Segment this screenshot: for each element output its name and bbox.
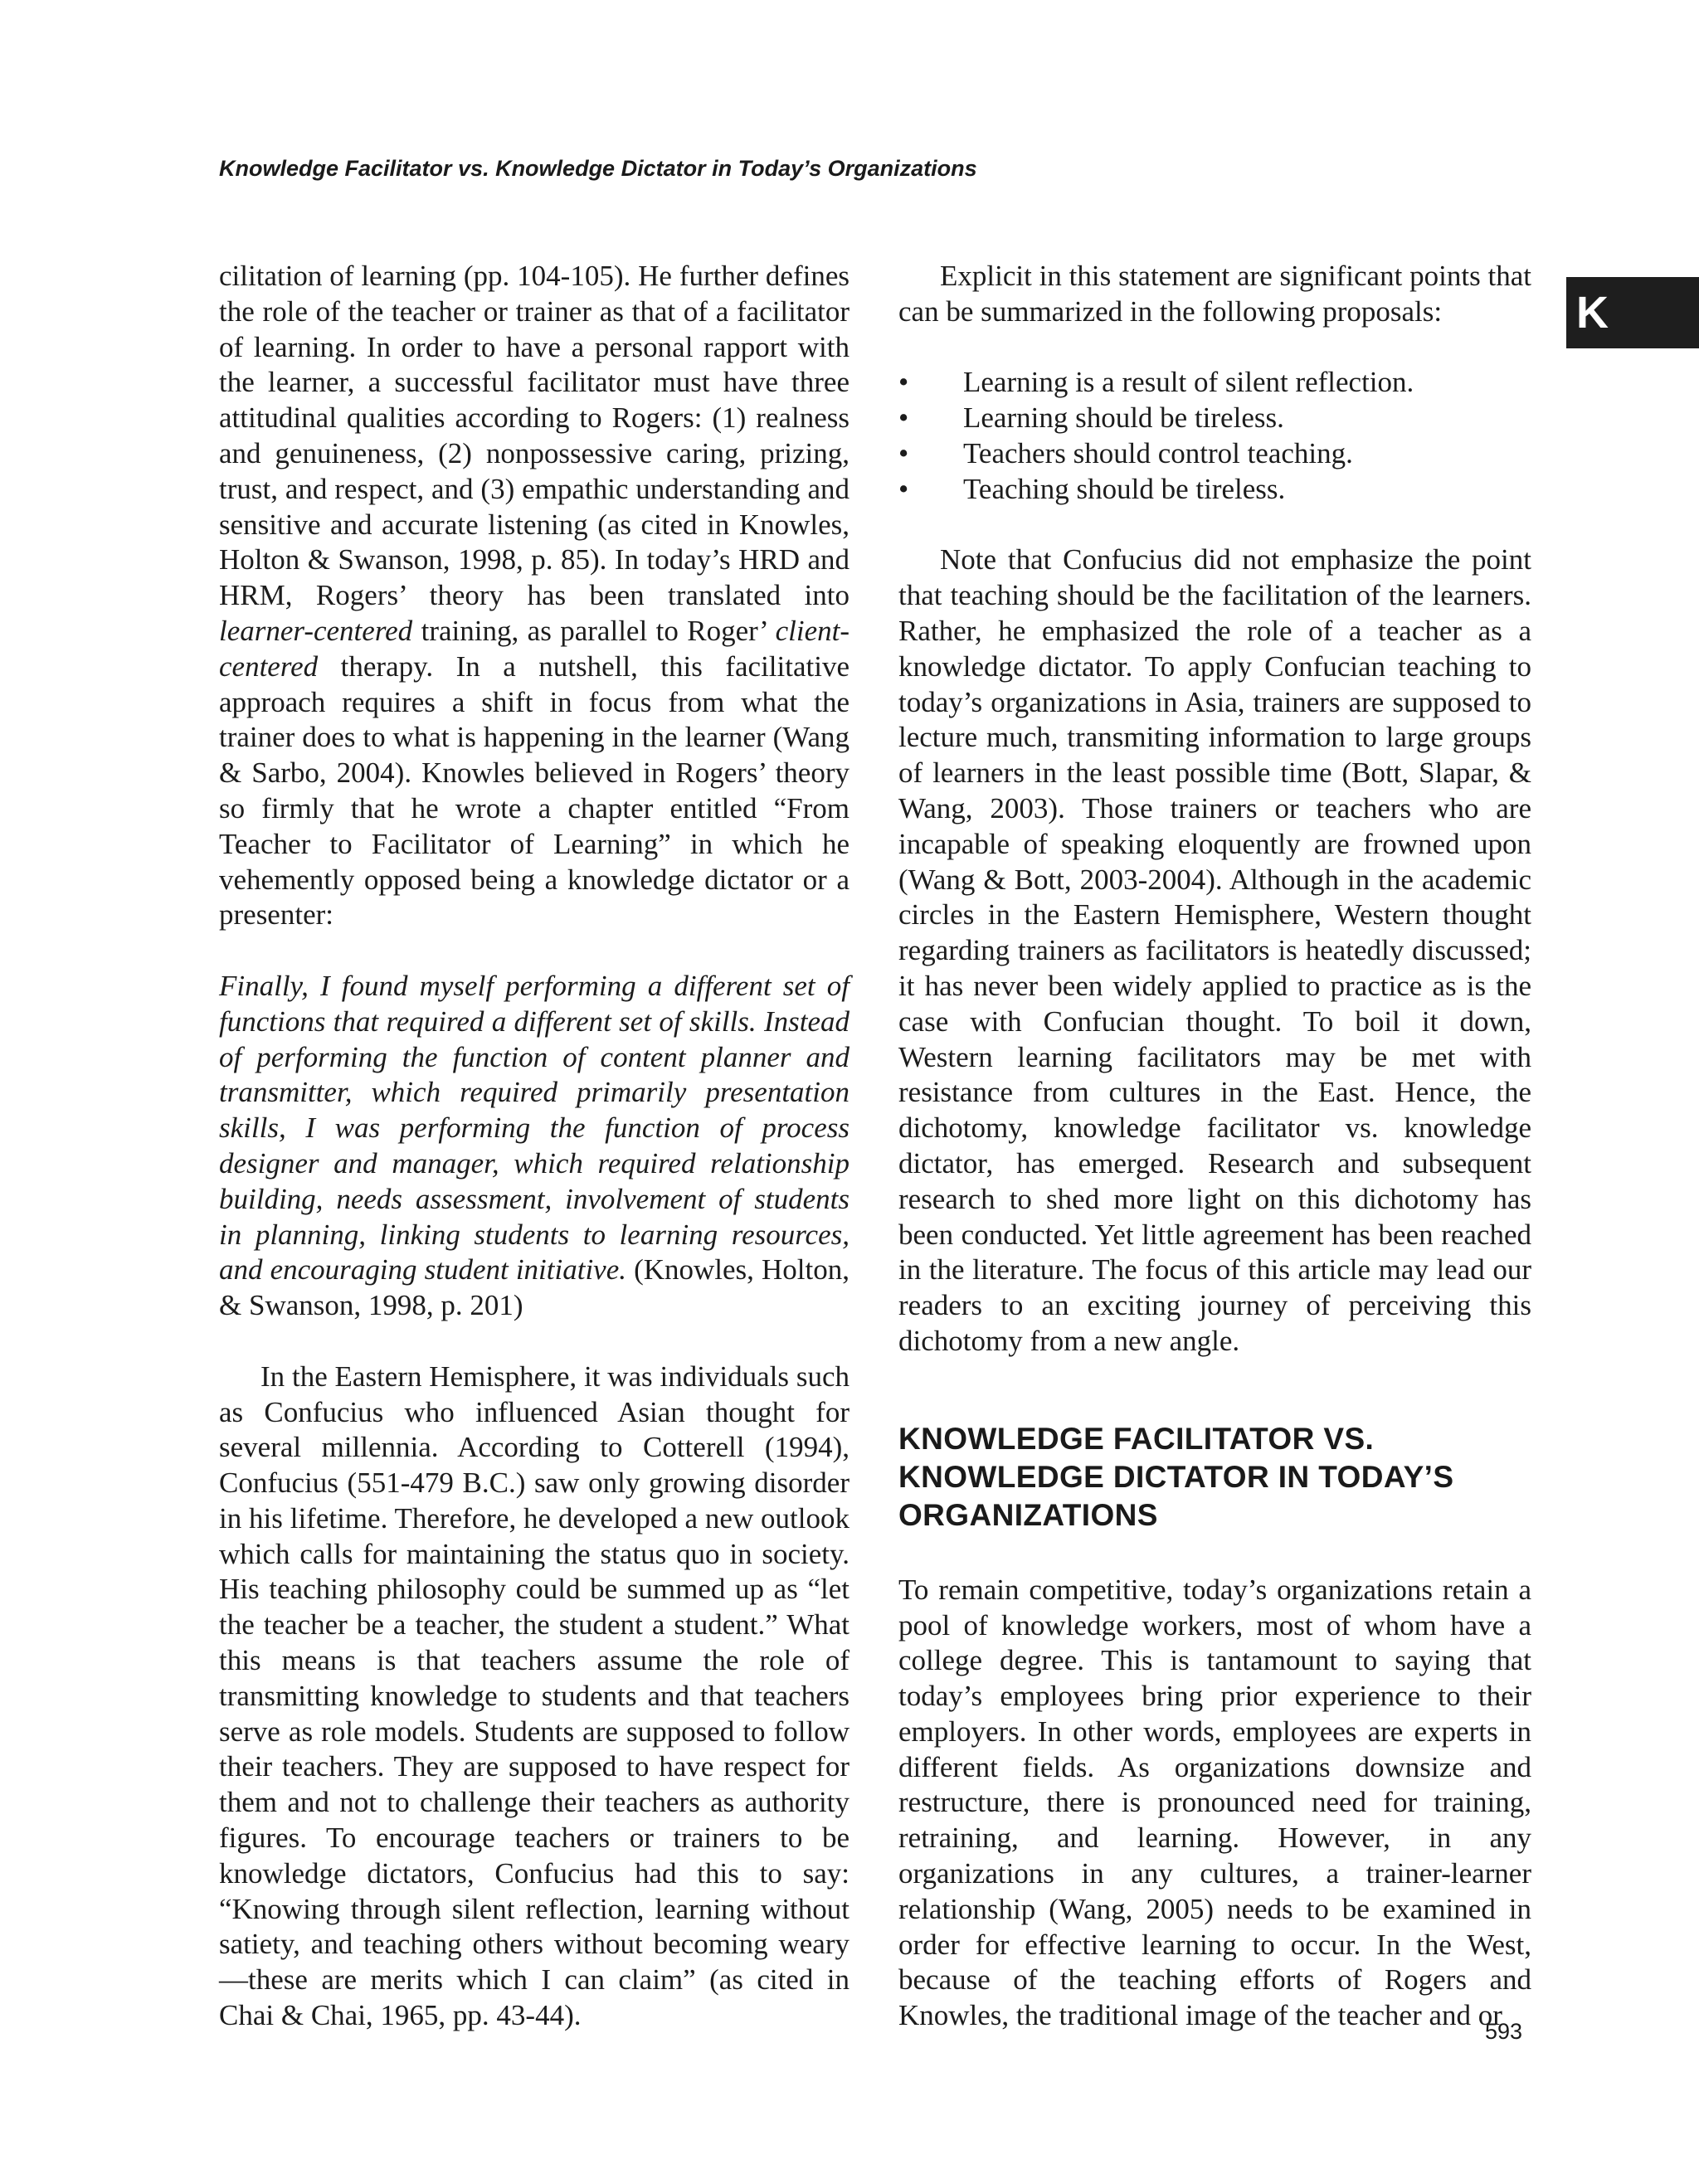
bullet-icon: • [898, 401, 909, 435]
list-item-text: Teaching should be tireless. [963, 472, 1286, 505]
paragraph-confucius: In the Eastern Hemisphere, it was individuals such as Confucius who influenced Asian thought for several millennia. According to Cotterell (1994), Confucius (551-479 B.C.) saw only growing disorder in his lifetime. Therefore, he developed a new outlook which calls for maintaining the status quo in society. His teaching philosophy could be summed up as “let the teacher be a teacher, the student a student.” What this means is that teachers assume the role of transmitting knowledge to students and that teachers serve as role models. Students are supposed to follow their teachers. They are supposed to have respect for them and not to challenge their teachers as authority figures. To encourage teachers or trainers to be knowledge dictators, Confucius had this to say: “Knowing through silent reflection, learning without satiety, and teaching others without becoming weary—these are merits which I can claim” (as cited in Chai & Chai, 1965, pp. 43-44). [219, 1360, 850, 2032]
list-item-text: Learning is a result of silent reflection. [963, 366, 1414, 399]
bullet-icon: • [898, 472, 909, 505]
list-item [898, 436, 1531, 472]
list-item-text: Learning should be tireless. [963, 401, 1284, 435]
list-item-text: Teachers should control teaching. [963, 436, 1353, 469]
running-head-title: Knowledge Facilitator vs. Knowledge Dictator in Today’s Organizations [219, 156, 977, 181]
right-column [898, 259, 1531, 2034]
paragraph-organizations: To remain competitive, today’s organizations retain a pool of knowledge workers, most of whom have a college degree. This is tantamount to saying that today’s employees bring prior experience to their employers. In other words, employees are experts in different fields. As organizations downsize and restructure, there is pronounced need for training, retraining, and learning. However, in any organizations in any cultures, a trainer-learner relationship (Wang, 2005) needs to be examined in order for effective learning to occur. In the West, because of the teaching efforts of Rogers and Knowles, the traditional image of the teacher and or [898, 1573, 1531, 2032]
text-run: cilitation of learning (pp. 104-105). He further defines the role of the teacher or trainer as that of a facilitator of learning. In order to have a personal rapport with the learner, a successful facilitator must have three attitudinal qualities according to Rogers: (1) realness and genuineness, (2) nonpossessive caring, prizing, trust, and respect, and (3) empathic understanding and sensitive and accurate listening (as cited in Knowles, Holton & Swanson, 1998, p. 85). In today’s HRD and HRM, Rogers’ theory has been translated into [219, 260, 850, 612]
list-item [898, 401, 1531, 436]
paragraph-proposals-intro: Explicit in this statement are significant points that can be summarized in the following proposals: [898, 260, 1531, 328]
left-column [219, 259, 850, 2034]
heading-line: KNOWLEDGE FACILITATOR VS. [898, 1421, 1375, 1456]
list-item [898, 365, 1531, 401]
section-thumb-tab: K [1566, 277, 1699, 348]
paragraph-dichotomy: Note that Confucius did not emphasize the point that teaching should be the facilitation of the learners. Rather, he emphasized the role of a teacher as a knowledge dictator. To apply Confucian teaching to today’s organizations in Asia, trainers are supposed to lecture much, transmiting information to large groups of learners in the least possible time (Bott, Slapar, & Wang, 2003). Those trainers or teachers who are incapable of speaking eloquently are frowned upon (Wang & Bott, 2003-2004). Although in the academic circles in the Eastern Hemisphere, Western thought regarding trainers as facilitators is heatedly discussed; it has never been widely applied to practice as is the case with Confucian thought. To boil it down, Western learning facilitators may be met with resistance from cultures in the East. Hence, the dichotomy, knowledge facilitator vs. knowledge dictator, has emerged. Research and subsequent research to shed more light on this dichotomy has been conducted. Yet little agreement has been reached in the literature. The focus of this article may lead our readers to an exciting journey of perceiving this dichotomy from a new angle. [898, 543, 1531, 1357]
proposal-list [898, 365, 1531, 507]
paragraph-rogers [219, 259, 850, 933]
text-run: training, as parallel to Roger’ [412, 614, 776, 647]
list-item [898, 472, 1531, 508]
heading-line: ORGANIZATIONS [898, 1497, 1158, 1532]
bullet-icon: • [898, 366, 909, 399]
text-run: therapy. In a nutshell, this facilitative approach requires a shift in focus from what the trainer does to what is happening in the learner (Wang & Sarbo, 2004). Knowles believed in Rogers’ theory so firmly that he wrote a chapter entitled “From Teacher to Facilitator of Learning” in which he vehemently opposed being a knowledge dictator or a presenter: [219, 649, 850, 931]
page-number: 593 [1485, 2019, 1523, 2044]
quote-citation: (Knowles, Holton, & Swanson, 1998, p. 201) [219, 1253, 850, 1322]
quote-text: Finally, I found myself performing a different set of functions that required a different set of skills. Instead of performing the function of content planner and transmitter, which required primarily presentation skills, I was performing the function of process designer and manager, which required relationship building, needs assessment, involvement of students in planning, linking students to learning resources, and encouraging student initiative. [219, 969, 850, 1287]
emphasis-client-centered: client-centered [219, 614, 850, 683]
section-heading [898, 1420, 1531, 1535]
heading-line: KNOWLEDGE DICTATOR IN TODAY’S [898, 1459, 1454, 1494]
bullet-icon: • [898, 436, 909, 469]
block-quote [219, 969, 850, 1324]
emphasis-learner-centered: learner-centered [219, 614, 413, 647]
